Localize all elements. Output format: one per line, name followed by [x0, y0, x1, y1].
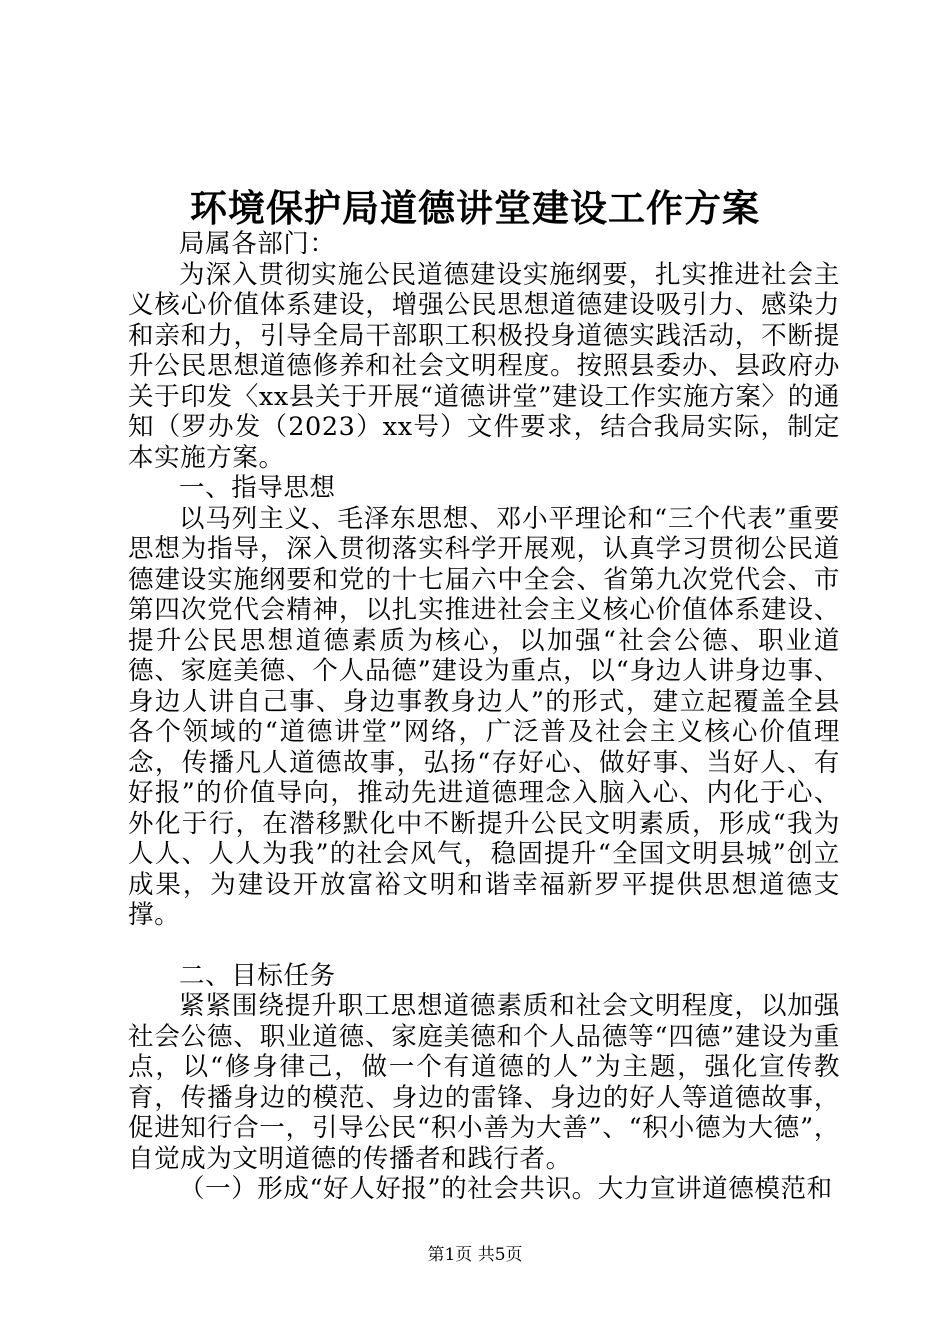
salutation: 局属各部门： [179, 229, 336, 259]
document-body [128, 229, 840, 1205]
section-heading-guiding-ideology: 一、指导思想 [179, 473, 336, 503]
page-footer: 第1页 共5页 [427, 1245, 523, 1265]
subsection-paragraph: （一）形成“好人好报”的社会共识。大力宣讲道德模范和 [179, 1174, 833, 1204]
guiding-ideology-paragraph: 以马列主义、毛泽东思想、邓小平理论和“三个代表”重要思想为指导，深入贯彻落实科学开展观，认真学习贯彻公民道德建设实施纲要和党的十七届六中全会、省第九次党代会、市第四次党代会精神，以扎实推进社会主义核心价值体系建设、提升公民思想道德素质为核心，以加强“社会公德、职业道德、家庭美德、个人品德”建设为重点，以“身边人讲身边事、身边人讲自己事、身边事教身边人”的形式，建立起覆盖全县各个领域的“道德讲堂”网络，广泛普及社会主义核心价值理念，传播凡人道德故事，弘扬“存好心、做好事、当好人、有好报”的价值导向，推动先进道德理念入脑入心、内化于心、外化于行，在潜移默化中不断提升公民文明素质，形成“我为人人、人人为我”的社会风气，稳固提升“全国文明县城”创立成果，为建设开放富裕文明和谐幸福新罗平提供思想道德支撑。 [128, 503, 840, 930]
intro-paragraph: 为深入贯彻实施公民道德建设实施纲要，扎实推进社会主义核心价值体系建设，增强公民思想道德建设吸引力、感染力和亲和力，引导全局干部职工积极投身道德实践活动，不断提升公民思想道德修养和社会文明程度。按照县委办、县政府办关于印发〈xx县关于开展“道德讲堂”建设工作实施方案〉的通知（罗办发（2023）xx号）文件要求，结合我局实际，制定本实施方案。 [128, 259, 840, 473]
document-title: 环境保护局道德讲堂建设工作方案 [190, 186, 760, 230]
section-heading-goals: 二、目标任务 [179, 960, 336, 991]
goals-paragraph: 紧紧围绕提升职工思想道德素质和社会文明程度，以加强社会公德、职业道德、家庭美德和个人品德等“四德”建设为重点，以“修身律己，做一个有道德的人”为主题，强化宣传教育，传播身边的模范、身边的雷锋、身边的好人等道德故事，促进知行合一，引导公民“积小善为大善”、“积小德为大德”，自觉成为文明道德的传播者和践行者。 [128, 991, 840, 1174]
